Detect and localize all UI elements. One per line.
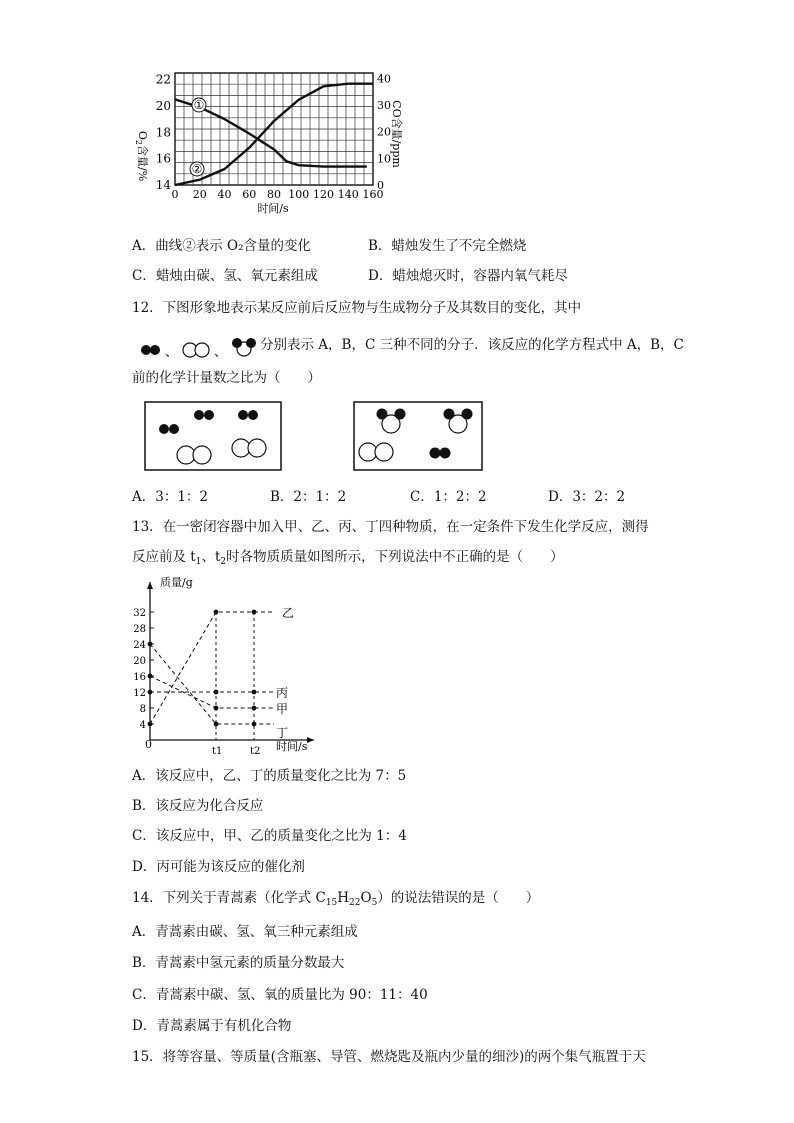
q13-option-c[interactable]: C．该反应中，甲、乙的质量变化之比为 1：4 <box>132 828 407 844</box>
y-right-tick-label: 20 <box>377 125 391 139</box>
molecule-legend <box>138 330 268 362</box>
molecule-a-atom <box>169 424 179 434</box>
y-axis-right-label <box>390 100 404 168</box>
data-point <box>148 722 153 727</box>
q13-stem-line2: 反应前及 $t_1$、$t_2$时各物质质量如图所示，下列说法中不正确的是（ ） <box>132 549 564 567</box>
q11-option-d[interactable]: D．蜡烛熄灭时，容器内氧气耗尽 <box>368 268 568 284</box>
x-tick-label: 40 <box>217 188 232 201</box>
data-point <box>252 610 257 615</box>
molecule-c-atom <box>462 409 473 420</box>
y-left-tick-label: 20 <box>155 98 171 113</box>
q11-option-a[interactable]: A．曲线②表示 O₂含量的变化 <box>132 238 312 254</box>
series-label: 乙 <box>282 606 295 620</box>
legend-separator: 、 <box>165 345 179 360</box>
y-axis-label: 质量/g <box>160 576 193 589</box>
chart-marks <box>148 606 294 740</box>
molecule-c-atom <box>395 409 406 420</box>
y-left-tick-label: 22 <box>155 72 171 87</box>
q12-option-a[interactable]: A．3：1：2 <box>132 489 209 505</box>
y-tick-label: 8 <box>139 704 146 715</box>
svg-text:O2含量/%: $O_2$含量/% <box>134 130 149 182</box>
molecule-c-atom <box>246 338 256 348</box>
molecule-a-atom <box>159 424 169 434</box>
y-tick-label: 16 <box>133 672 146 683</box>
molecule-b-atom <box>177 446 195 464</box>
molecule-c-atom <box>377 409 388 420</box>
origin-label: 0 <box>145 738 152 751</box>
q14-option-c[interactable]: C．青蒿素中碳、氢、氧的质量比为 90：11：40 <box>132 987 428 1003</box>
series-1-label: ① <box>193 98 205 112</box>
molecule-b-atom <box>359 443 377 461</box>
molecule-b-atom <box>193 446 211 464</box>
q14-option-d[interactable]: D．青蒿素属于有机化合物 <box>132 1018 292 1034</box>
x-tick-label: 140 <box>337 188 359 201</box>
y-axis-left-label <box>134 131 150 181</box>
molecule-a-atom <box>248 410 258 420</box>
data-point <box>214 722 219 727</box>
molecule-b-atom <box>248 439 266 457</box>
series-2-label: ② <box>191 162 203 176</box>
legend-separator: 、 <box>214 345 228 360</box>
data-point <box>252 690 257 695</box>
reaction-diagram <box>142 400 492 475</box>
y-left-tick-label: 14 <box>155 178 171 192</box>
series-label: 丁 <box>276 726 289 740</box>
q13-option-a[interactable]: A．该反应中，乙、丁的质量变化之比为 7：5 <box>132 768 407 784</box>
q13-stem-line1: 13．在一密闭容器中加入甲、乙、丙、丁四种物质，在一定条件下发生化学反应，测得 <box>132 519 649 535</box>
series-label: 丙 <box>276 686 289 700</box>
molecule-a-atom <box>440 448 451 459</box>
x-tick-label: 60 <box>242 188 257 201</box>
molecule-a-atom <box>194 410 204 420</box>
x-tick-label: 160 <box>362 188 384 201</box>
y-right-tick-label: 30 <box>377 99 391 112</box>
x-tick-label: 100 <box>288 188 310 201</box>
molecule-a-atom <box>141 345 151 355</box>
y-right-tick-label: 40 <box>377 72 391 86</box>
q13-option-d[interactable]: D．丙可能为该反应的催化剂 <box>132 859 305 875</box>
y-tick-label: 4 <box>139 720 146 731</box>
data-point <box>214 690 219 695</box>
x-tick-label: 0 <box>171 188 179 201</box>
molecule-a-atom <box>204 410 214 420</box>
molecule-c-atom <box>232 338 242 348</box>
y-tick-label: 20 <box>133 656 146 667</box>
y-tick-label: 24 <box>133 640 146 651</box>
x-tick-label: 80 <box>267 188 281 201</box>
x-tick-label: t2 <box>250 746 261 757</box>
y-left-tick-label: 16 <box>155 151 171 166</box>
q13-option-b[interactable]: B．该反应为化合反应 <box>132 798 264 814</box>
y-tick-label: 28 <box>133 624 146 635</box>
molecule-b-atom <box>195 343 209 357</box>
series-line-丁 <box>150 644 274 724</box>
svg-text:CO含量/ppm: CO含量/ppm <box>390 100 403 168</box>
q12-option-c[interactable]: C．1：2：2 <box>410 489 487 505</box>
molecule-a-atom <box>150 345 160 355</box>
q11-option-c[interactable]: C．蜡烛由碳、氢、氧元素组成 <box>132 268 318 284</box>
data-point <box>214 706 219 711</box>
data-point <box>148 690 153 695</box>
data-point <box>252 722 257 727</box>
y-right-tick-label: 10 <box>377 152 391 166</box>
q12-stem-line2: 分别表示 A，B，C 三种不同的分子．该反应的化学方程式中 A，B，C <box>260 337 684 353</box>
data-point <box>252 706 257 711</box>
molecule-c-atom <box>444 409 455 420</box>
x-tick-label: 20 <box>192 188 207 201</box>
data-point <box>148 642 153 647</box>
y-left-tick-label: 18 <box>155 125 171 140</box>
q12-option-b[interactable]: B．2：1：2 <box>270 489 347 505</box>
molecule-b-atom <box>375 443 393 461</box>
y-axis-arrow <box>147 582 153 589</box>
x-axis-label: 时间/s <box>257 202 289 215</box>
o2-co-chart <box>125 60 425 220</box>
q14-option-b[interactable]: B．青蒿素中氢元素的质量分数最大 <box>132 955 345 971</box>
x-tick-label: 120 <box>313 188 334 201</box>
x-axis-label: 时间/s <box>276 740 308 753</box>
q12-stem-line3: 前的化学计量数之比为（ ） <box>132 370 321 386</box>
x-tick-label: t1 <box>212 746 223 757</box>
q14-stem: 14．下列关于青蒿素（化学式 $C_{15}H_{22}O_5$）的说法错误的是（ ） <box>132 890 540 908</box>
q11-option-b[interactable]: B．蜡烛发生了不完全燃烧 <box>368 238 527 254</box>
q12-stem-line1: 12．下图形象地表示某反应前后反应物与生成物分子及其数目的变化，其中 <box>132 300 582 316</box>
y-tick-label: 12 <box>133 688 146 699</box>
molecule-a-atom <box>238 410 248 420</box>
data-point <box>214 610 219 615</box>
series-label: 甲 <box>276 702 289 716</box>
q14-option-a[interactable]: A．青蒿素由碳、氢、氧三种元素组成 <box>132 924 358 940</box>
mass-time-chart <box>133 574 328 758</box>
y-right-tick-label: 0 <box>377 179 384 192</box>
x-axis-arrow <box>307 737 314 743</box>
chart-grid <box>175 73 373 185</box>
q15-stem-line1: 15．将等容量、等质量(含瓶塞、导管、燃烧匙及瓶内少量的细沙)的两个集气瓶置于天 <box>132 1049 646 1065</box>
molecule-a-atom <box>430 448 441 459</box>
molecule-b-atom <box>232 439 250 457</box>
data-point <box>148 674 153 679</box>
q12-option-d[interactable]: D．3：2：2 <box>548 489 626 505</box>
y-tick-label: 32 <box>133 608 146 619</box>
